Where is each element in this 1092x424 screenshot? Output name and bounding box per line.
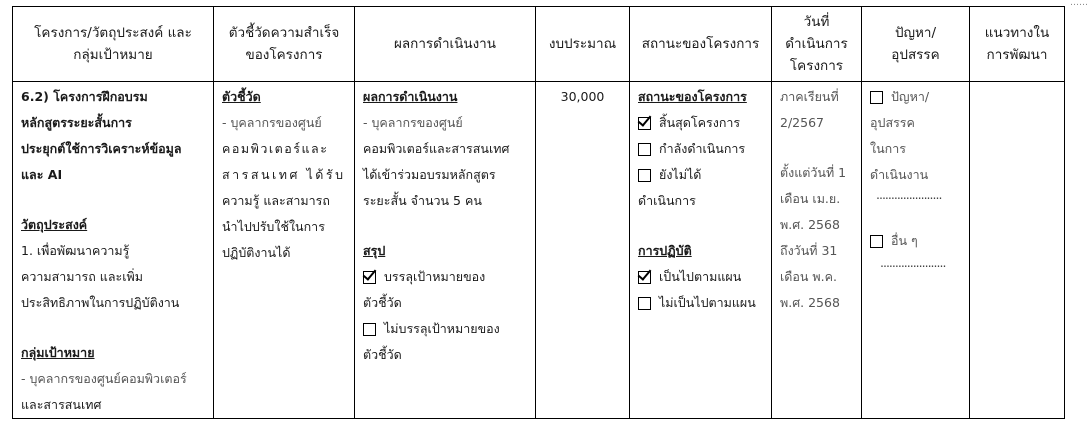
status-not-started-cont: ดำเนินการ (638, 193, 696, 208)
summary-heading: สรุป (363, 243, 386, 258)
summary-not-achieved-cont: ตัวชี้วัด (363, 347, 402, 362)
practice-heading: การปฏิบัติ (638, 243, 692, 258)
summary-achieved-checkbox[interactable]: บรรลุเป้าหมายของ (363, 264, 527, 290)
problem-fill-line: ...................... (876, 187, 942, 202)
practice-on-plan-checkbox[interactable]: เป็นไปตามแผน (638, 264, 763, 290)
unchecked-box-icon (870, 91, 883, 104)
unchecked-box-icon (638, 169, 651, 182)
target-line: และสารสนเทศ (21, 397, 102, 412)
result-line: - บุคลากรของศูนย์ (363, 115, 463, 130)
date-line: พ.ศ. 2568 (780, 295, 840, 310)
page-corner-mark: ‥‥‥ (1069, 0, 1088, 8)
date-line: ตั้งแต่วันที่ 1 (780, 165, 847, 180)
status-not-started-checkbox[interactable]: ยังไม่ได้ (638, 162, 763, 188)
development-cell (970, 82, 1065, 419)
other-checkbox[interactable]: อื่น ๆ (870, 228, 961, 254)
indicator-line: นำไปปรับใช้ในการ (222, 219, 325, 234)
result-cell (355, 82, 536, 419)
indicator-cell (214, 82, 355, 419)
budget-value: 30,000 (560, 89, 605, 104)
checked-box-icon (638, 117, 651, 130)
project-report-table (12, 6, 1065, 419)
result-line: ได้เข้าร่วมอบรมหลักสูตร (363, 167, 496, 182)
result-line: ระยะสั้น จำนวน 5 คน (363, 193, 482, 208)
unchecked-box-icon (638, 143, 651, 156)
date-line: ภาคเรียนที่ (780, 89, 839, 104)
header-date: วันที่ ดำเนินการ โครงการ (772, 7, 862, 82)
header-result: ผลการดำเนินงาน (355, 7, 536, 82)
indicator-line: ปฏิบัติงานได้ (222, 245, 291, 260)
objective-line: ประสิทธิภาพในการปฏิบัติงาน (21, 295, 180, 310)
header-status: สถานะของโครงการ (630, 7, 772, 82)
objective-line: 1. เพื่อพัฒนาความรู้ (21, 243, 130, 258)
problem-line: ในการ (870, 141, 906, 156)
date-line: 2/2567 (780, 115, 824, 130)
unchecked-box-icon (638, 297, 651, 310)
date-line: เดือน พ.ค. (780, 269, 837, 284)
indicator-line: คอมพิวเตอร์และ (222, 141, 329, 156)
date-line: ถึงวันที่ 31 (780, 243, 838, 258)
problem-line: ดำเนินงาน (870, 167, 929, 182)
project-title-line: 6.2) โครงการฝึกอบรม (21, 89, 148, 104)
problems-cell (862, 82, 970, 419)
project-title-line: ประยุกต์ใช้การวิเคราะห์ข้อมูล (21, 141, 182, 156)
project-title-line: หลักสูตรระยะสั้นการ (21, 115, 132, 130)
summary-not-achieved-checkbox[interactable]: ไม่บรรลุเป้าหมายของ (363, 316, 527, 342)
unchecked-box-icon (363, 323, 376, 336)
indicator-line: ความรู้ และสามารถ (222, 193, 330, 208)
header-development: แนวทางใน การพัฒนา (970, 7, 1065, 82)
result-line: คอมพิวเตอร์และสารสนเทศ (363, 141, 510, 156)
project-cell (13, 82, 214, 419)
other-fill-line: ...................... (880, 255, 946, 270)
target-line: - บุคลากรของศูนย์คอมพิวเตอร์ (21, 371, 187, 386)
indicator-heading: ตัวชี้วัด (222, 89, 261, 104)
problem-checkbox[interactable]: ปัญหา/ (870, 84, 961, 110)
header-row (13, 7, 1065, 82)
summary-achieved-cont: ตัวชี้วัด (363, 295, 402, 310)
indicator-line: สารสนเทศ ได้รับ (222, 167, 346, 182)
status-completed-checkbox[interactable]: สิ้นสุดโครงการ (638, 110, 763, 136)
checked-box-icon (363, 271, 376, 284)
status-cell (630, 82, 772, 419)
status-in-progress-checkbox[interactable]: กำลังดำเนินการ (638, 136, 763, 162)
project-title-line: และ AI (21, 167, 63, 182)
header-budget: งบประมาณ (536, 7, 630, 82)
date-cell (772, 82, 862, 419)
unchecked-box-icon (870, 235, 883, 248)
problem-line: อุปสรรค (870, 115, 915, 130)
date-line: เดือน เม.ย. (780, 191, 841, 206)
budget-cell (536, 82, 630, 419)
result-heading: ผลการดำเนินงาน (363, 89, 458, 104)
status-heading: สถานะของโครงการ (638, 89, 747, 104)
target-heading: กลุ่มเป้าหมาย (21, 345, 95, 360)
table-row (13, 82, 1065, 419)
practice-off-plan-checkbox[interactable]: ไม่เป็นไปตามแผน (638, 290, 763, 316)
header-problems: ปัญหา/ อุปสรรค (862, 7, 970, 82)
objective-line: ความสามารถ และเพิ่ม (21, 269, 143, 284)
objective-heading: วัตถุประสงค์ (21, 217, 88, 232)
date-line: พ.ศ. 2568 (780, 217, 840, 232)
checked-box-icon (638, 271, 651, 284)
header-indicator: ตัวชี้วัดความสำเร็จ ของโครงการ (214, 7, 355, 82)
indicator-line: - บุคลากรของศูนย์ (222, 115, 322, 130)
header-project: โครงการ/วัตถุประสงค์ และ กลุ่มเป้าหมาย (13, 7, 214, 82)
